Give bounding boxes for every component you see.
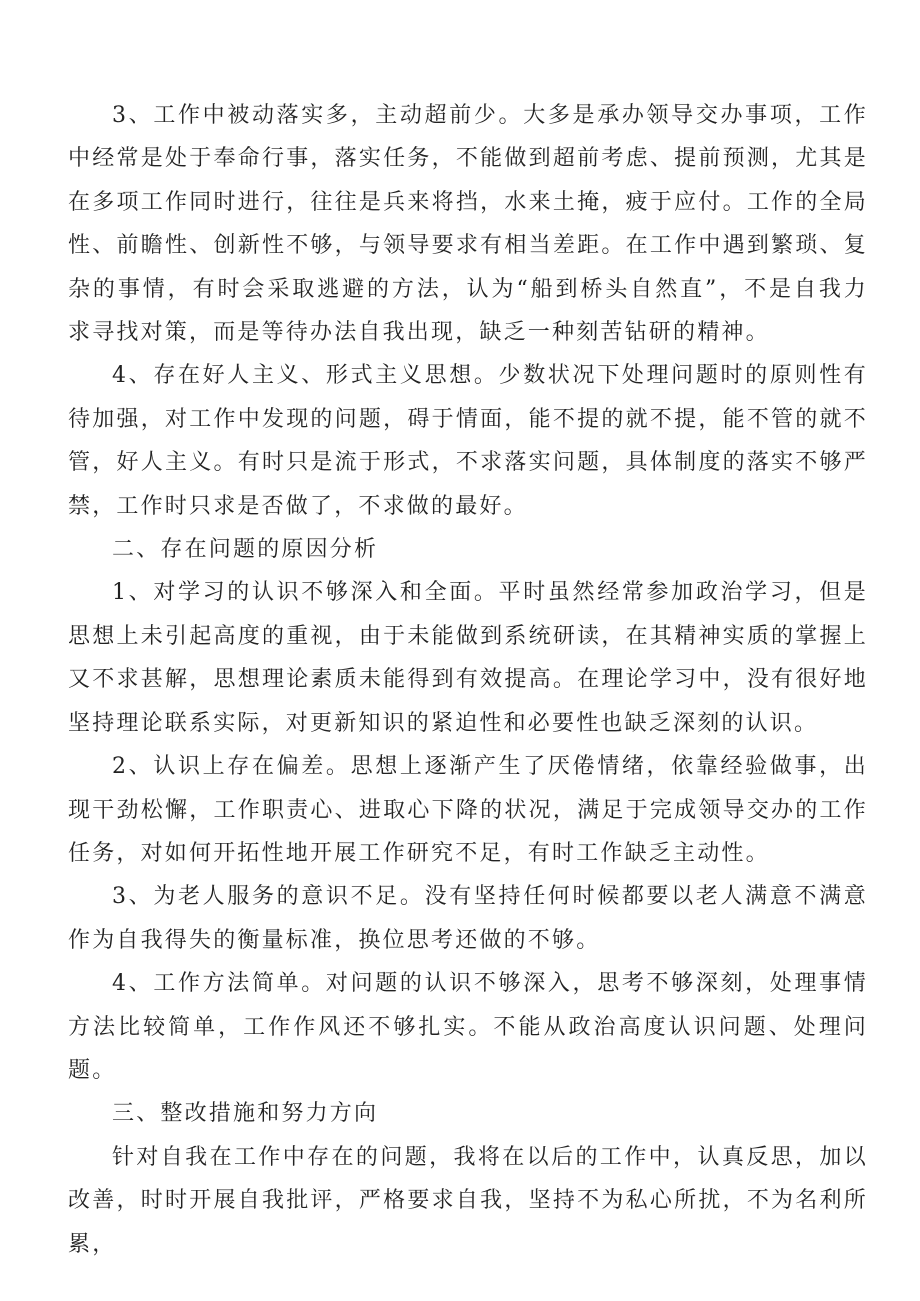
- paragraph-problem-3: 3、工作中被动落实多，主动超前少。大多是承办领导交办事项，工作中经常是处于奉命行事，落实任务，不能做到超前考虑、提前预测，尤其是在多项工作同时进行，往往是兵来将挡，水来土掩，疲于应付。工作的全局性、前瞻性、创新性不够，与领导要求有相当差距。在工作中遇到繁琐、复杂的事情，有时会采取逃避的方法，认为“船到桥头自然直”，不是自我力求寻找对策，而是等待办法自我出现，缺乏一种刻苦钻研的精神。: [68, 103, 868, 346]
- document-body: [68, 94, 868, 1266]
- paragraph-cause-1: 1、对学习的认识不够深入和全面。平时虽然经常参加政治学习，但是思想上未引起高度的重视，由于未能做到系统研读，在其精神实质的掌握上又不求甚解，思想理论素质未能得到有效提高。在理论学习中，没有很好地坚持理论联系实际，对更新知识的紧迫性和必要性也缺乏深刻的认识。: [68, 580, 868, 736]
- paragraph-cause-4: 4、工作方法简单。对问题的认识不够深入，思考不够深刻，处理事情方法比较简单，工作作风还不够扎实。不能从政治高度认识问题、处理问题。: [68, 971, 868, 1083]
- paragraph-cause-3: 3、为老人服务的意识不足。没有坚持任何时候都要以老人满意不满意作为自我得失的衡量标准，换位思考还做的不够。: [68, 884, 868, 953]
- paragraph-rectification-intro: 针对自我在工作中存在的问题，我将在以后的工作中，认真反思，加以改善，时时开展自我批评，严格要求自我，坚持不为私心所扰，不为名利所累，: [68, 1144, 868, 1257]
- paragraph-cause-2: 2、认识上存在偏差。思想上逐渐产生了厌倦情绪，依靠经验做事，出现干劲松懈，工作职责心、进取心下降的状况，满足于完成领导交办的工作任务，对如何开拓性地开展工作研究不足，有时工作缺乏主动性。: [68, 754, 868, 866]
- paragraph-problem-4: 4、存在好人主义、形式主义思想。少数状况下处理问题时的原则性有待加强，对工作中发现的问题，碍于情面，能不提的就不提，能不管的就不管，好人主义。有时只是流于形式，不求落实问题，具体制度的落实不够严禁，工作时只求是否做了，不求做的最好。: [68, 363, 868, 519]
- section-heading-rectification: 三、整改措施和努力方向: [112, 1101, 379, 1127]
- section-heading-cause-analysis: 二、存在问题的原因分析: [112, 537, 379, 563]
